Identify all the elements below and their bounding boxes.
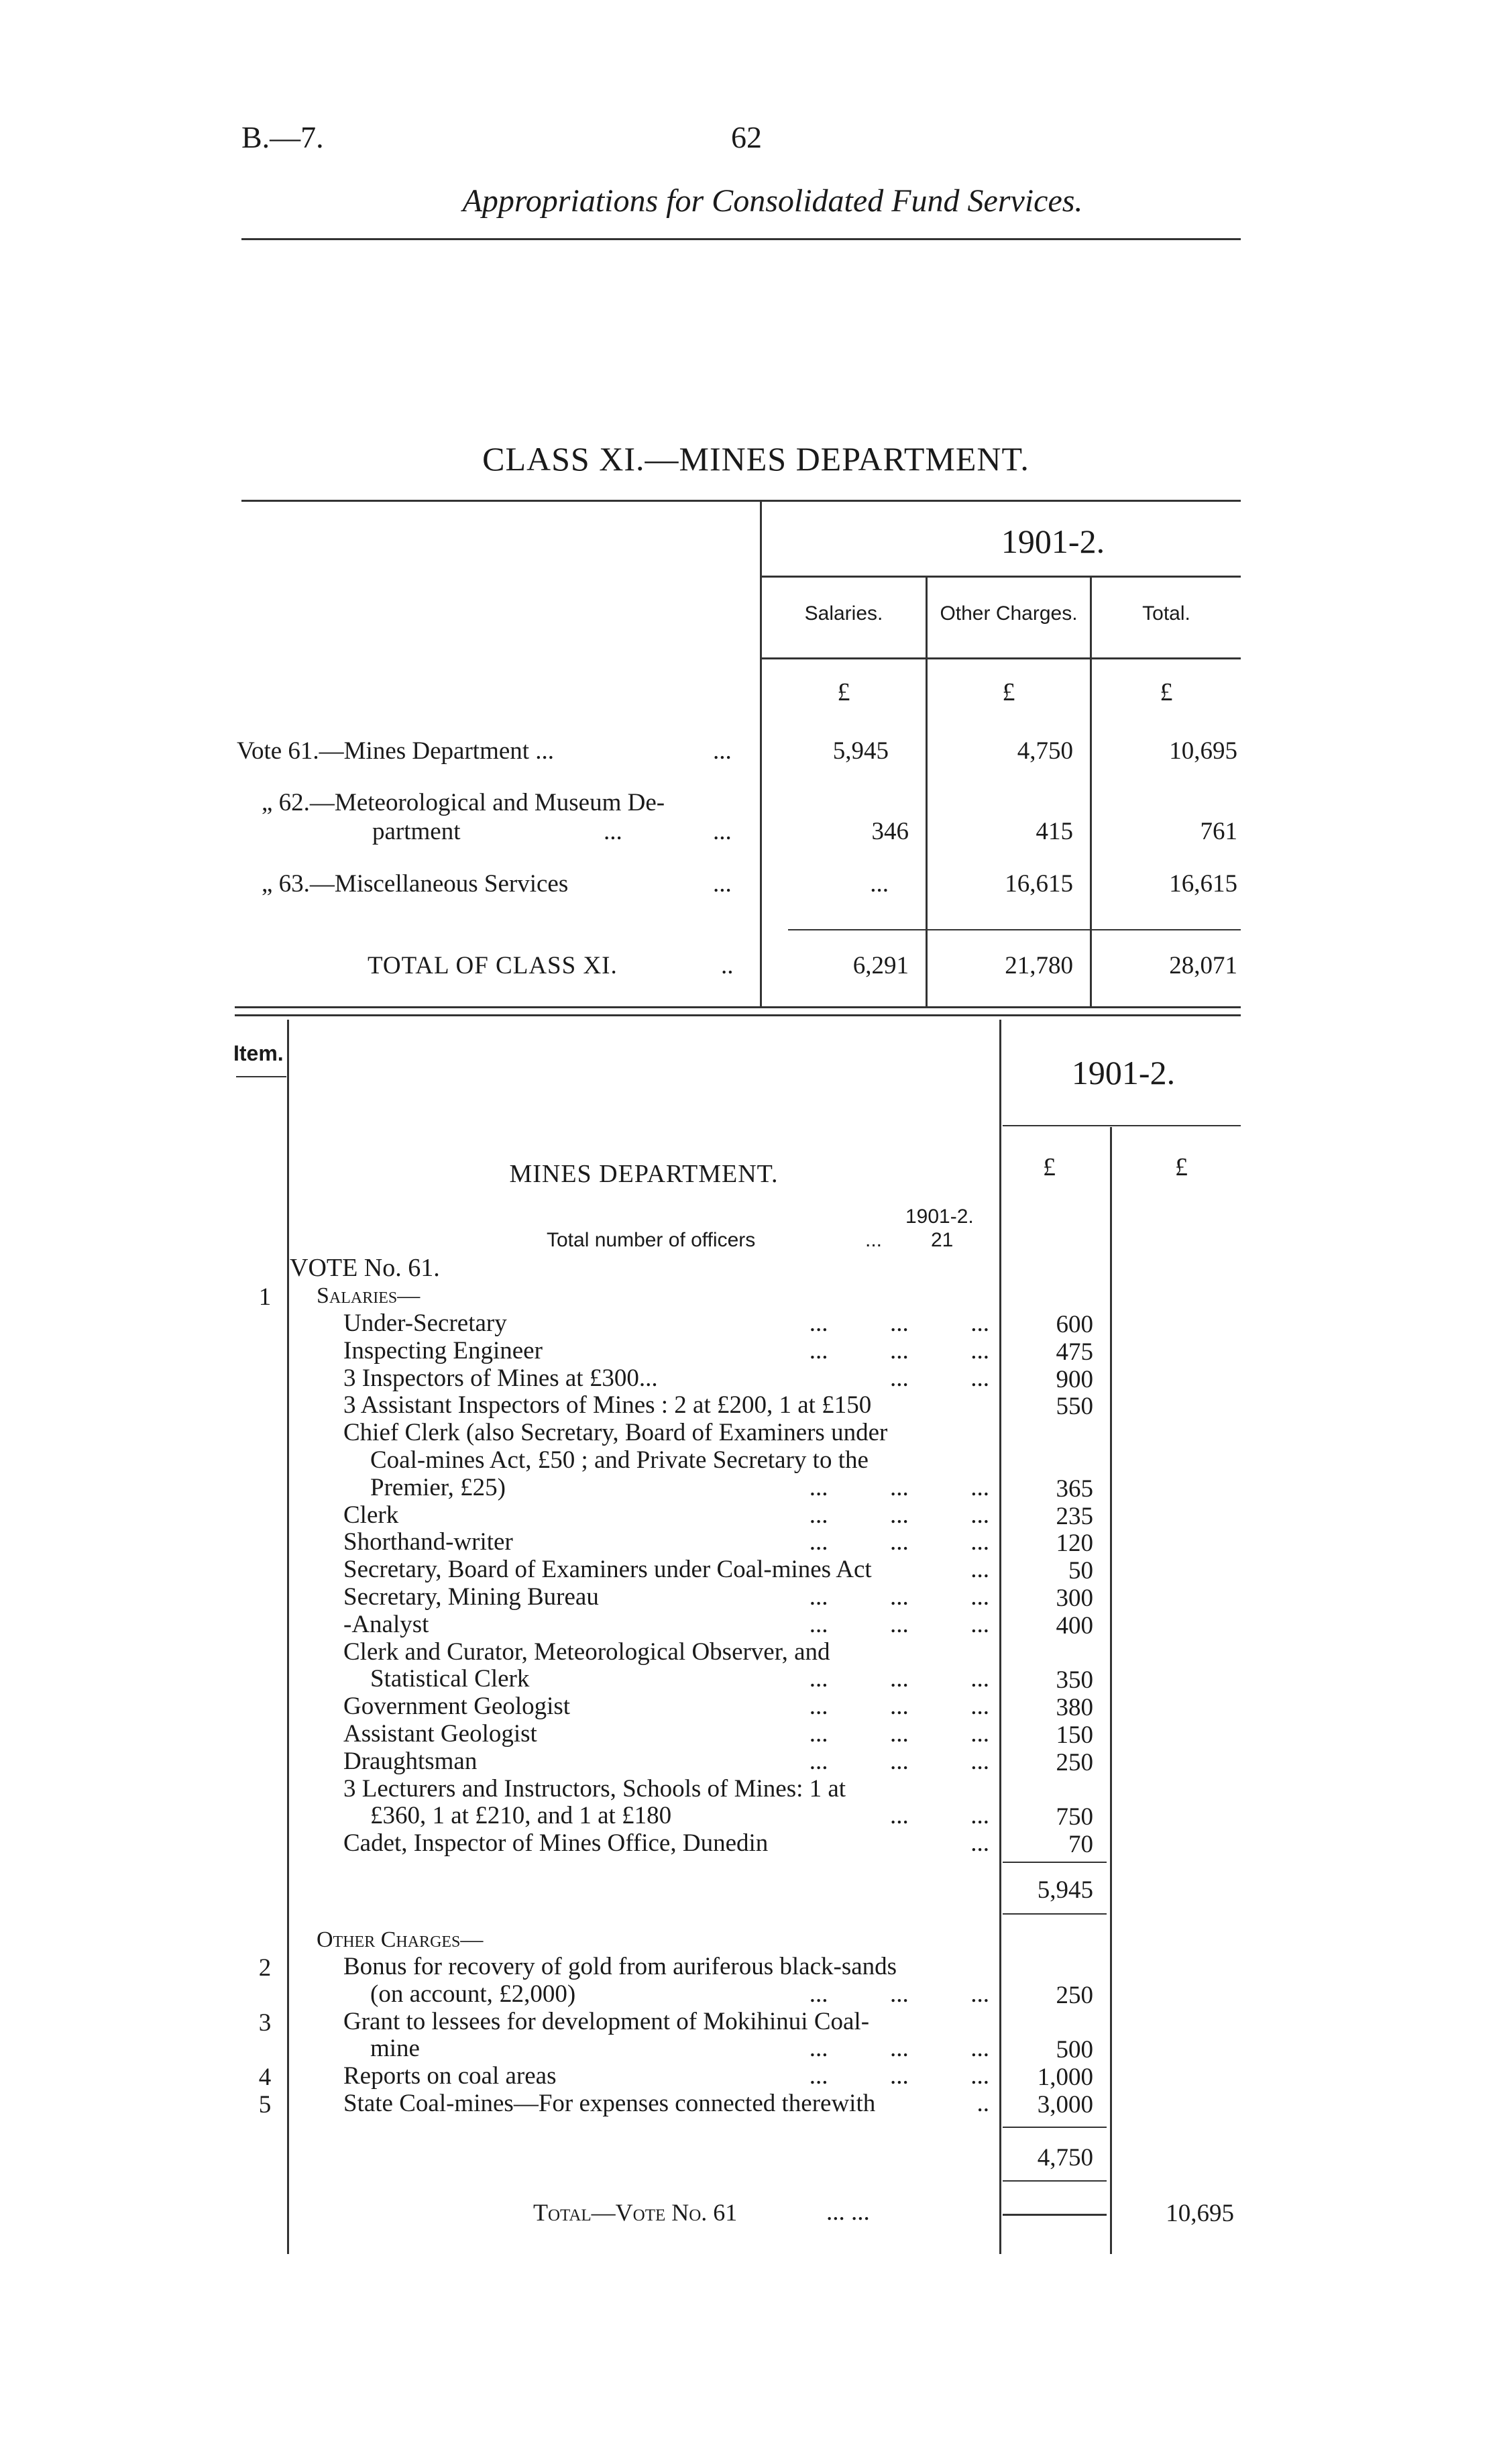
summary-column-rule <box>760 657 1241 659</box>
salary-line-amount: 350 <box>1056 1666 1093 1694</box>
currency-salaries: £ <box>837 678 850 706</box>
vote-63-other: 16,615 <box>1005 870 1073 898</box>
vote-63-dots: ... <box>713 870 732 898</box>
salary-line-amount: 365 <box>1056 1475 1093 1503</box>
salary-line-dots: ... ... ... <box>809 1611 989 1638</box>
salary-line-text: Coal-mines Act, £50 ; and Private Secretary to the <box>370 1446 869 1474</box>
header-rule <box>241 238 1241 240</box>
salaries-subtotal-rule <box>1003 1862 1107 1863</box>
salary-line-amount: 900 <box>1056 1366 1093 1393</box>
other-item-number: 4 <box>258 2064 272 2091</box>
other-line-amount: 250 <box>1056 1982 1093 2009</box>
summary-subtotal-rule <box>788 929 1241 930</box>
salary-line-text: 3 Assistant Inspectors of Mines : 2 at £200, 1 at £150 <box>343 1391 872 1419</box>
column-header-other-charges: Other Charges. <box>940 602 1078 625</box>
vote-61-salaries: 5,945 <box>832 737 889 765</box>
summary-col-divider-1 <box>926 576 928 1006</box>
item-header-rule <box>236 1076 286 1077</box>
detail-currency-amount: £ <box>1043 1153 1056 1181</box>
other-line-text: Grant to lessees for development of Mokihinui Coal- <box>343 2008 870 2035</box>
other-subtotal: 4,750 <box>1037 2144 1093 2172</box>
salary-line-text: Secretary, Board of Examiners under Coal-mines Act <box>343 1556 872 1583</box>
other-subtotal-rule <box>1003 2127 1107 2128</box>
salary-line-text: Government Geologist <box>343 1693 571 1720</box>
salary-line-amount: 475 <box>1056 1338 1093 1366</box>
column-header-total: Total. <box>1142 602 1190 625</box>
officers-year: 1901-2. <box>905 1206 974 1228</box>
salary-line-text: Cadet, Inspector of Mines Office, Dunedin <box>343 1829 769 1857</box>
officers-count: 21 <box>931 1229 954 1251</box>
vote-62-salaries: 346 <box>871 818 909 845</box>
class-total-salaries: 6,291 <box>852 952 909 979</box>
currency-total: £ <box>1160 678 1173 706</box>
section-title: MINES DEPARTMENT. <box>509 1160 779 1188</box>
document-reference: B.—7. <box>241 120 324 154</box>
salary-line-text: 3 Inspectors of Mines at £300... <box>343 1364 658 1392</box>
salary-line-dots: ... ... ... <box>809 1501 989 1529</box>
vote-61-dots: ... <box>713 737 732 765</box>
salary-line-text: Chief Clerk (also Secretary, Board of Examiners under <box>343 1419 888 1446</box>
salary-line-dots: ... ... ... <box>809 1309 989 1337</box>
other-line-text: mine <box>370 2035 420 2062</box>
vote-62-label: „ 62.—Meteorological and Museum De- <box>262 789 665 816</box>
other-item-number: 3 <box>258 2009 272 2037</box>
salary-line-text: Inspecting Engineer <box>343 1337 543 1364</box>
salary-line-dots: ... ... ... <box>809 1583 989 1611</box>
salary-line-dots: ... ... ... <box>809 1665 989 1693</box>
summary-col-divider-2 <box>1090 576 1092 1006</box>
currency-other: £ <box>1002 678 1015 706</box>
salary-line-amount: 750 <box>1056 1803 1093 1831</box>
class-total-label: TOTAL OF CLASS XI. <box>368 952 618 979</box>
detail-currency-total: £ <box>1175 1153 1188 1181</box>
class-title: CLASS XI.—MINES DEPARTMENT. <box>482 440 1029 478</box>
detail-year-rule <box>1003 1125 1241 1126</box>
salary-line-text: Clerk and Curator, Meteorological Observer, and <box>343 1638 830 1666</box>
item-column-divider <box>287 1020 289 2254</box>
vote-62-total: 761 <box>1200 818 1237 845</box>
vote-total-label: Total—Vote No. 61 <box>533 2199 738 2226</box>
salaries-item-number: 1 <box>258 1283 272 1311</box>
other-line-text: State Coal-mines—For expenses connected therewith <box>343 2090 876 2117</box>
salary-line-text: -Analyst <box>343 1611 429 1638</box>
salary-line-dots: ... <box>970 1829 989 1857</box>
salary-line-dots: ... <box>970 1556 989 1583</box>
other-line-dots: ... ... ... <box>809 2035 989 2062</box>
salary-line-text: Secretary, Mining Bureau <box>343 1583 599 1611</box>
salary-line-text: Under-Secretary <box>343 1309 507 1337</box>
officers-label: Total number of officers <box>547 1229 756 1251</box>
salary-line-text: Clerk <box>343 1501 399 1529</box>
vote-total-dots: ... ... <box>826 2198 870 2226</box>
salary-line-text: £360, 1 at £210, and 1 at £180 <box>370 1802 672 1829</box>
vote-61-label: Vote 61.—Mines Department ... <box>237 737 555 765</box>
salary-line-text: 3 Lecturers and Instructors, Schools of Mines: 1 at <box>343 1775 846 1803</box>
column-header-salaries: Salaries. <box>804 602 883 625</box>
other-line-dots: ... ... ... <box>809 1980 989 2008</box>
vote-62-dots-2: ... <box>713 818 732 845</box>
salary-line-text: Statistical Clerk <box>370 1665 530 1693</box>
vote-62-dots: ... <box>604 818 622 845</box>
item-column-header: Item. <box>233 1041 284 1065</box>
salary-line-text: Assistant Geologist <box>343 1720 537 1748</box>
salary-line-dots: ... ... ... <box>809 1337 989 1364</box>
salary-line-amount: 400 <box>1056 1612 1093 1640</box>
vote-63-label: „ 63.—Miscellaneous Services <box>262 870 569 898</box>
salary-line-text: Draughtsman <box>343 1748 478 1775</box>
salary-line-dots: ... ... <box>890 1364 989 1392</box>
salaries-subtotal-bottom-rule <box>1003 1913 1107 1915</box>
class-total-total: 28,071 <box>1169 952 1237 979</box>
other-item-number: 2 <box>258 1954 272 1982</box>
salary-line-amount: 150 <box>1056 1721 1093 1749</box>
summary-bottom-rule-1 <box>235 1006 1241 1008</box>
salary-line-dots: ... ... ... <box>809 1693 989 1720</box>
salary-line-dots: ... ... ... <box>809 1720 989 1748</box>
summary-year-heading: 1901-2. <box>1001 523 1105 560</box>
class-total-other: 21,780 <box>1005 952 1073 979</box>
other-line-text: (on account, £2,000) <box>370 1980 576 2008</box>
salary-line-amount: 50 <box>1068 1557 1093 1585</box>
other-line-text: Reports on coal areas <box>343 2062 557 2090</box>
other-item-number: 5 <box>258 2091 272 2119</box>
total-column-divider <box>1110 1127 1112 2254</box>
vote-63-salaries: ... <box>870 870 889 898</box>
salary-line-amount: 235 <box>1056 1503 1093 1530</box>
summary-year-rule <box>760 576 1241 578</box>
page-number: 62 <box>731 120 762 154</box>
salary-line-dots: ... ... ... <box>809 1748 989 1775</box>
vote-63-total: 16,615 <box>1169 870 1237 898</box>
summary-bottom-rule-2 <box>235 1014 1241 1016</box>
salary-line-amount: 250 <box>1056 1749 1093 1776</box>
officers-dots: ... <box>865 1229 883 1251</box>
vote-62-other: 415 <box>1036 818 1073 845</box>
other-line-amount: 500 <box>1056 2036 1093 2064</box>
other-line-amount: 1,000 <box>1037 2064 1093 2091</box>
salary-line-text: Premier, £25) <box>370 1474 506 1501</box>
vote-62-label-cont: partment <box>372 818 461 845</box>
other-charges-heading: Other Charges— <box>317 1927 484 1952</box>
salaries-subtotal: 5,945 <box>1037 1876 1093 1904</box>
vote-61-total: 10,695 <box>1169 737 1237 765</box>
salary-line-amount: 380 <box>1056 1694 1093 1721</box>
salary-line-text: Shorthand-writer <box>343 1528 513 1556</box>
vote-total-amount: 10,695 <box>1166 2200 1234 2227</box>
other-line-dots: ... ... ... <box>809 2062 989 2090</box>
vote-heading: VOTE No. 61. <box>290 1254 440 1282</box>
detail-year-heading: 1901-2. <box>1071 1054 1176 1091</box>
summary-top-rule <box>241 500 1241 502</box>
salary-line-dots: ... ... <box>890 1802 989 1829</box>
salary-line-amount: 120 <box>1056 1530 1093 1557</box>
salary-line-amount: 70 <box>1068 1831 1093 1858</box>
salary-line-amount: 300 <box>1056 1585 1093 1612</box>
class-total-dots: .. <box>721 952 734 979</box>
salary-line-dots: ... ... ... <box>809 1528 989 1556</box>
other-line-dots: .. <box>977 2090 989 2117</box>
vote-total-carry-rule <box>1003 2214 1107 2216</box>
salary-line-amount: 550 <box>1056 1393 1093 1420</box>
salary-line-amount: 600 <box>1056 1311 1093 1338</box>
other-subtotal-bottom-rule <box>1003 2180 1107 2182</box>
salary-line-dots: ... ... ... <box>809 1474 989 1501</box>
other-line-text: Bonus for recovery of gold from auriferous black-sands <box>343 1953 897 1980</box>
vote-61-other: 4,750 <box>1017 737 1073 765</box>
other-line-amount: 3,000 <box>1037 2091 1093 2119</box>
page-title: Appropriations for Consolidated Fund Services. <box>462 183 1083 219</box>
salaries-heading: Salaries— <box>317 1283 421 1308</box>
